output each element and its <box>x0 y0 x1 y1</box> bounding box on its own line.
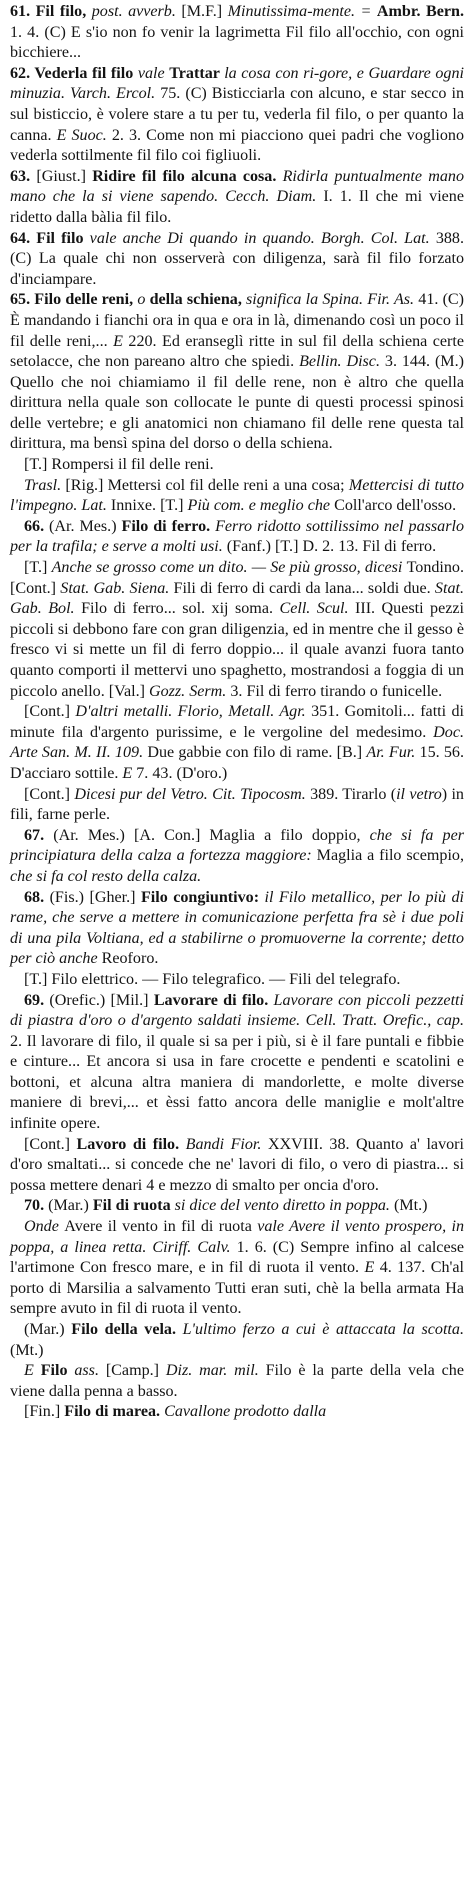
entry-segment-plain: Innixe. [T.] <box>110 497 188 515</box>
entry-segment-plain: III. Questi pezzi piccoli si debbono fare con gran diligenzia, ed in mentre che il gesso è fresco vi si mette un fil di ferro doppio... il quale avanzi fuora tanto quanto comporti il mettervi uno spaghetto, mostrandosi a foggia di un piccolo anello. [Val.] <box>10 600 464 700</box>
entry-segment-plain: XXVIII. 38. Quanto a' lavori d'oro smaltati... si concede che ne' lavori di filo, o vero di piastra... si possa mettere denari 4 e mezzo di smalto per oncia d'oro. <box>10 1135 464 1194</box>
entry-segment-ital: Doc. Arte San. M. II. 109. <box>10 723 464 762</box>
entry-paragraph <box>10 290 464 455</box>
entry-segment-ital: vale Avere il vento prospero, in poppa, a linea retta. Ciriff. Calv. <box>10 1218 465 1256</box>
entry-segment-ital: E Suoc. <box>56 126 112 144</box>
entry-paragraph-sub <box>10 1135 464 1197</box>
entry-segment-plain: [T.] <box>24 559 52 577</box>
entry-segment-plain: 2. Il lavorare di filo, il quale si sa per i più, si è il fare puntali e fibbie e cinture... Et ancora si usa in fare crocette e pendenti e scatolini e bottoni, et alcuna altra maniera di mandorlette, e molte diverse maniere di brevi,... et èssi fatto ancora delle maniglie e molt'altre infinite opere. <box>10 1032 464 1133</box>
entry-segment-plain: [T.] Filo elettrico. — Filo telegrafico. — Fili del telegrafo. <box>24 970 401 988</box>
entry-segment-plain: 3. Fil di ferro tirando o funicelle. <box>230 682 443 700</box>
entry-segment-ital: Trasl. <box>24 476 66 494</box>
entry-segment-num: 68. <box>24 888 50 906</box>
entry-segment-ital: D'altri metalli. Florio, Metall. Agr. <box>75 703 312 721</box>
entry-segment-plain: 41. (C) È mandando i fianchi ora in qua e ora in là, dimenando così un poco il fil delle reni,... <box>10 291 465 350</box>
entry-segment-lemma: Filo <box>40 1362 75 1380</box>
entry-segment-bref: Trattar <box>169 64 225 82</box>
entry-segment-ital: il Filo metallico, per lo più di rame, che serve a mettere in comunicazione perfetta fra sè i due poli di una pila Voltiana, ed a stabilirne o promuoverne la corrente; detto per ciò anche <box>10 888 465 968</box>
entry-segment-plain: ) in fili, farne perle. <box>10 785 464 824</box>
entry-segment-plain: (Mar.) <box>24 1321 72 1338</box>
entry-segment-ital: Anche se grosso come un dito. — Se più grosso, dicesi <box>51 559 407 577</box>
entry-segment-ital: Più com. e meglio che <box>187 497 335 515</box>
entry-segment-ital: Ar. Fur. <box>366 744 420 762</box>
entry-segment-plain: [Cont.] <box>24 785 75 803</box>
entry-segment-plain: Fili di ferro di cardi da lana... soldi due. <box>173 579 435 597</box>
entry-segment-num: 61. Fil filo, <box>10 3 92 20</box>
entry-segment-lemma: Ridire fil filo alcuna cosa. <box>92 167 283 185</box>
entry-segment-ital: ass. <box>74 1362 106 1380</box>
entry-segment-num: 70. <box>24 1197 49 1215</box>
entry-segment-lemma: Filo congiuntivo: <box>140 888 265 906</box>
entry-segment-plain: 75. (C) Bisticciarla con alcuno, e star secco in sul bisticcio, è volere stare a tu per tu, vederla fil filo, o per quanto la canna. <box>10 85 464 144</box>
entry-paragraph <box>10 64 464 167</box>
entry-paragraph-sub <box>10 1402 464 1423</box>
entry-paragraph-sub <box>10 785 464 826</box>
entry-segment-ital: o <box>137 291 150 309</box>
entry-segment-plain: (Ar. Mes.) [A. Con.] Maglia a filo doppio, <box>53 826 370 844</box>
entry-segment-ital: vale <box>137 64 170 82</box>
entry-segment-ital: che si fa per principiatura della calza a fortezza maggiore: <box>10 826 465 865</box>
entry-paragraph-sub <box>10 1217 464 1320</box>
entry-segment-plain: Maglia a filo scempio, <box>316 847 464 865</box>
entry-segment-plain: (Mt.) <box>10 1341 44 1359</box>
entry-paragraph <box>10 2 464 64</box>
entry-segment-plain: (Fis.) [Gher.] <box>49 888 141 906</box>
entry-segment-plain: 2. 3. Come non mi piacciono quei padri che vogliono vederla sottilmente fil filo coi figliuoli. <box>10 126 464 165</box>
entry-paragraph-sub <box>10 888 464 970</box>
entry-segment-plain: Coll'arco dell'osso. <box>334 497 457 515</box>
entry-paragraph-sub <box>10 517 464 558</box>
entry-segment-ital: E <box>364 1259 380 1277</box>
entry-segment-num: 62. Vederla fil filo <box>10 64 138 82</box>
entry-segment-ital: Lavorare con piccoli pezzetti di piastra d'oro o d'argento saldati insieme. Cell. Tratt. Orefic., cap. <box>10 991 464 1030</box>
entry-segment-num: 64. Fil filo <box>10 229 90 247</box>
entry-paragraph-sub <box>10 991 464 1135</box>
entry-segment-ital: Cavallone prodotto dalla <box>164 1403 327 1421</box>
entry-segment-plain: (Mar.) <box>48 1197 93 1215</box>
entry-segment-plain: [Fin.] <box>24 1403 65 1421</box>
entry-segment-plain: 388. (C) La quale chi non osserverà con diligenza, sarà fil filo forzato d'inciampare. <box>10 229 464 288</box>
entry-segment-lemma: Filo di marea. <box>64 1403 165 1421</box>
entry-segment-ital: Ridirla puntualmente mano mano che la si viene sapendo. Cecch. Diam. <box>10 167 465 206</box>
entry-segment-plain: 15. 56. D'acciaro sottile. <box>10 744 465 782</box>
entry-paragraph-sub <box>10 558 464 702</box>
entry-paragraph-sub <box>10 1361 464 1402</box>
entry-segment-plain: (C) E s'io non fo venir la lagrimetta Fil filo all'occhio, con ogni bicchiere... <box>10 23 464 62</box>
entry-segment-lemma: Filo della vela. <box>71 1321 183 1338</box>
entry-paragraph-sub <box>10 702 464 784</box>
entry-segment-lemma: Lavorare di filo. <box>153 991 274 1009</box>
entry-segment-ital: Minutissima-mente. = <box>227 3 377 20</box>
entry-segment-num: 63. <box>10 167 37 185</box>
entry-paragraph-sub <box>10 1196 464 1217</box>
entry-paragraph <box>10 229 464 291</box>
entry-segment-plain: 220. Ed eranseglì ritte in sul fil della schiena certe setolacce, che non pareano altro che spiedi. <box>10 332 465 371</box>
entry-segment-ital: Stat. Gab. Bol. <box>10 579 464 618</box>
entry-segment-plain: 351. Gomitoli... fatti di minute fila d'argento purissime, e le vergoline del medesimo. <box>10 703 465 741</box>
entry-segment-plain: Filo di ferro... sol. xij soma. <box>81 600 280 618</box>
entry-segment-ital: significa la Spina. Fir. As. <box>246 291 419 309</box>
entry-segment-plain: Due gabbie con filo di rame. [B.] <box>147 744 367 762</box>
entry-segment-ital: E <box>113 332 129 350</box>
entry-segment-plain: 1. 4. <box>10 23 45 41</box>
entry-segment-plain: (Ar. Mes.) <box>49 517 122 535</box>
entry-segment-plain: 3. 144. (M.) Quello che noi chiamiamo il fil delle rene, non è altro che quella dirittura nella quale son collocate le punte di questi processi spinosi delle vertebre; e gli anatomici non chiamano fil delle rene questa tal dirittura, ma bensì spina del dorso o della schiena. <box>10 353 464 453</box>
entry-segment-num: 65. Filo delle reni, <box>10 291 138 309</box>
entry-segment-num: 67. <box>24 826 54 844</box>
entry-segment-ital: si dice del vento diretto in poppa. <box>174 1197 394 1215</box>
entry-paragraph <box>10 167 464 229</box>
entry-segment-ital: Ferro ridotto sottilissimo nel passarlo per la trafila; e serve a molti usi. <box>10 517 464 556</box>
entry-segment-ital: post. avverb. <box>91 3 182 20</box>
entry-segment-ital: Bandi Fior. <box>185 1135 268 1153</box>
entry-segment-plain: 7. 43. (D'oro.) <box>136 764 228 782</box>
entry-paragraph-sub <box>10 1320 464 1361</box>
entry-segment-ital: E <box>122 764 137 782</box>
entry-segment-plain: [Rig.] Mettersi col fil delle reni a una cosa; <box>65 476 349 494</box>
entry-segment-ital: Stat. Gab. Siena. <box>60 579 174 597</box>
entry-segment-ital: Diz. mar. mil. <box>165 1362 266 1380</box>
entry-segment-plain: 4. 137. Ch'al porto di Marsilia a salvamento Tutti eran suti, chè la bella armata Ha sempre avuto in fil di ruota il vento. <box>10 1259 465 1318</box>
entry-segment-lemma: Fil di ruota <box>92 1197 175 1215</box>
entry-segment-ital: che si fa col resto della calza. <box>10 867 202 885</box>
entry-segment-plain: (Mt.) <box>393 1197 428 1215</box>
entry-segment-plain: I. 1. Il che mi viene ridetto dalla bàlia fil filo. <box>10 188 464 226</box>
entry-segment-plain: Reoforo. <box>101 950 159 968</box>
entry-segment-ital: vale anche Di quando in quando. Borgh. Col. Lat. <box>89 229 436 247</box>
entry-segment-plain: Tondino. [Cont.] <box>10 559 464 597</box>
entry-segment-plain: Filo è la parte della vela che viene dalla penna a basso. <box>10 1362 465 1400</box>
entry-segment-ital: L'ultimo ferzo a cui è attaccata la scotta. <box>182 1321 464 1338</box>
entry-segment-plain: [Cont.] <box>24 1135 77 1153</box>
entry-segment-bref: Ambr. Bern. <box>376 3 464 20</box>
entry-segment-ital: Dicesi pur del Vetro. Cit. Tipocosm. <box>74 785 311 803</box>
entry-segment-plain: 389. Tirarlo ( <box>310 785 397 803</box>
entry-segment-plain: [M.F.] <box>181 3 228 20</box>
entry-segment-lemma: Filo di ferro. <box>121 517 216 535</box>
entry-segment-plain: [Cont.] <box>24 703 76 721</box>
entry-segment-ital: Onde <box>24 1218 65 1236</box>
entry-segment-lemma: Lavoro di filo. <box>76 1135 186 1153</box>
entry-segment-num: 66. <box>24 517 50 535</box>
entry-segment-ital: E <box>24 1362 41 1380</box>
entry-segment-num: 69. <box>24 991 50 1009</box>
entry-segment-ital: il vetro <box>396 785 442 803</box>
entry-segment-plain: [Camp.] <box>105 1362 166 1380</box>
entry-segment-plain: Avere il vento in fil di ruota <box>64 1218 258 1236</box>
entry-segment-plain: (Orefic.) [Mil.] <box>49 991 154 1009</box>
entry-segment-plain: [T.] Rompersi il fil delle reni. <box>24 456 214 474</box>
entry-segment-plain: [Giust.] <box>36 167 93 185</box>
entry-segment-plain: 1. 6. (C) Sempre infino al calcese l'artimone Con fresco mare, e in fil di ruota il vento. <box>10 1238 465 1277</box>
entry-segment-plain: (Fanf.) [T.] D. 2. 13. Fil di ferro. <box>226 538 437 556</box>
entry-paragraph-sub <box>10 826 464 888</box>
entry-paragraph-sub <box>10 970 464 991</box>
entry-segment-ital: Cell. Scul. <box>279 600 355 618</box>
entry-segment-ital: Gozz. Serm. <box>148 682 231 700</box>
entry-segment-lemma: della schiena, <box>149 291 247 309</box>
entry-paragraph-sub <box>10 455 464 476</box>
entry-segment-ital: Mettercisi di tutto l'impegno. Lat. <box>10 476 464 515</box>
entry-segment-ital: la cosa con ri-gore, e Guardare ogni minuzia. Varch. Ercol. <box>10 64 464 103</box>
entry-paragraph-sub <box>10 476 464 517</box>
entry-segment-ital: Bellin. Disc. <box>299 353 385 371</box>
